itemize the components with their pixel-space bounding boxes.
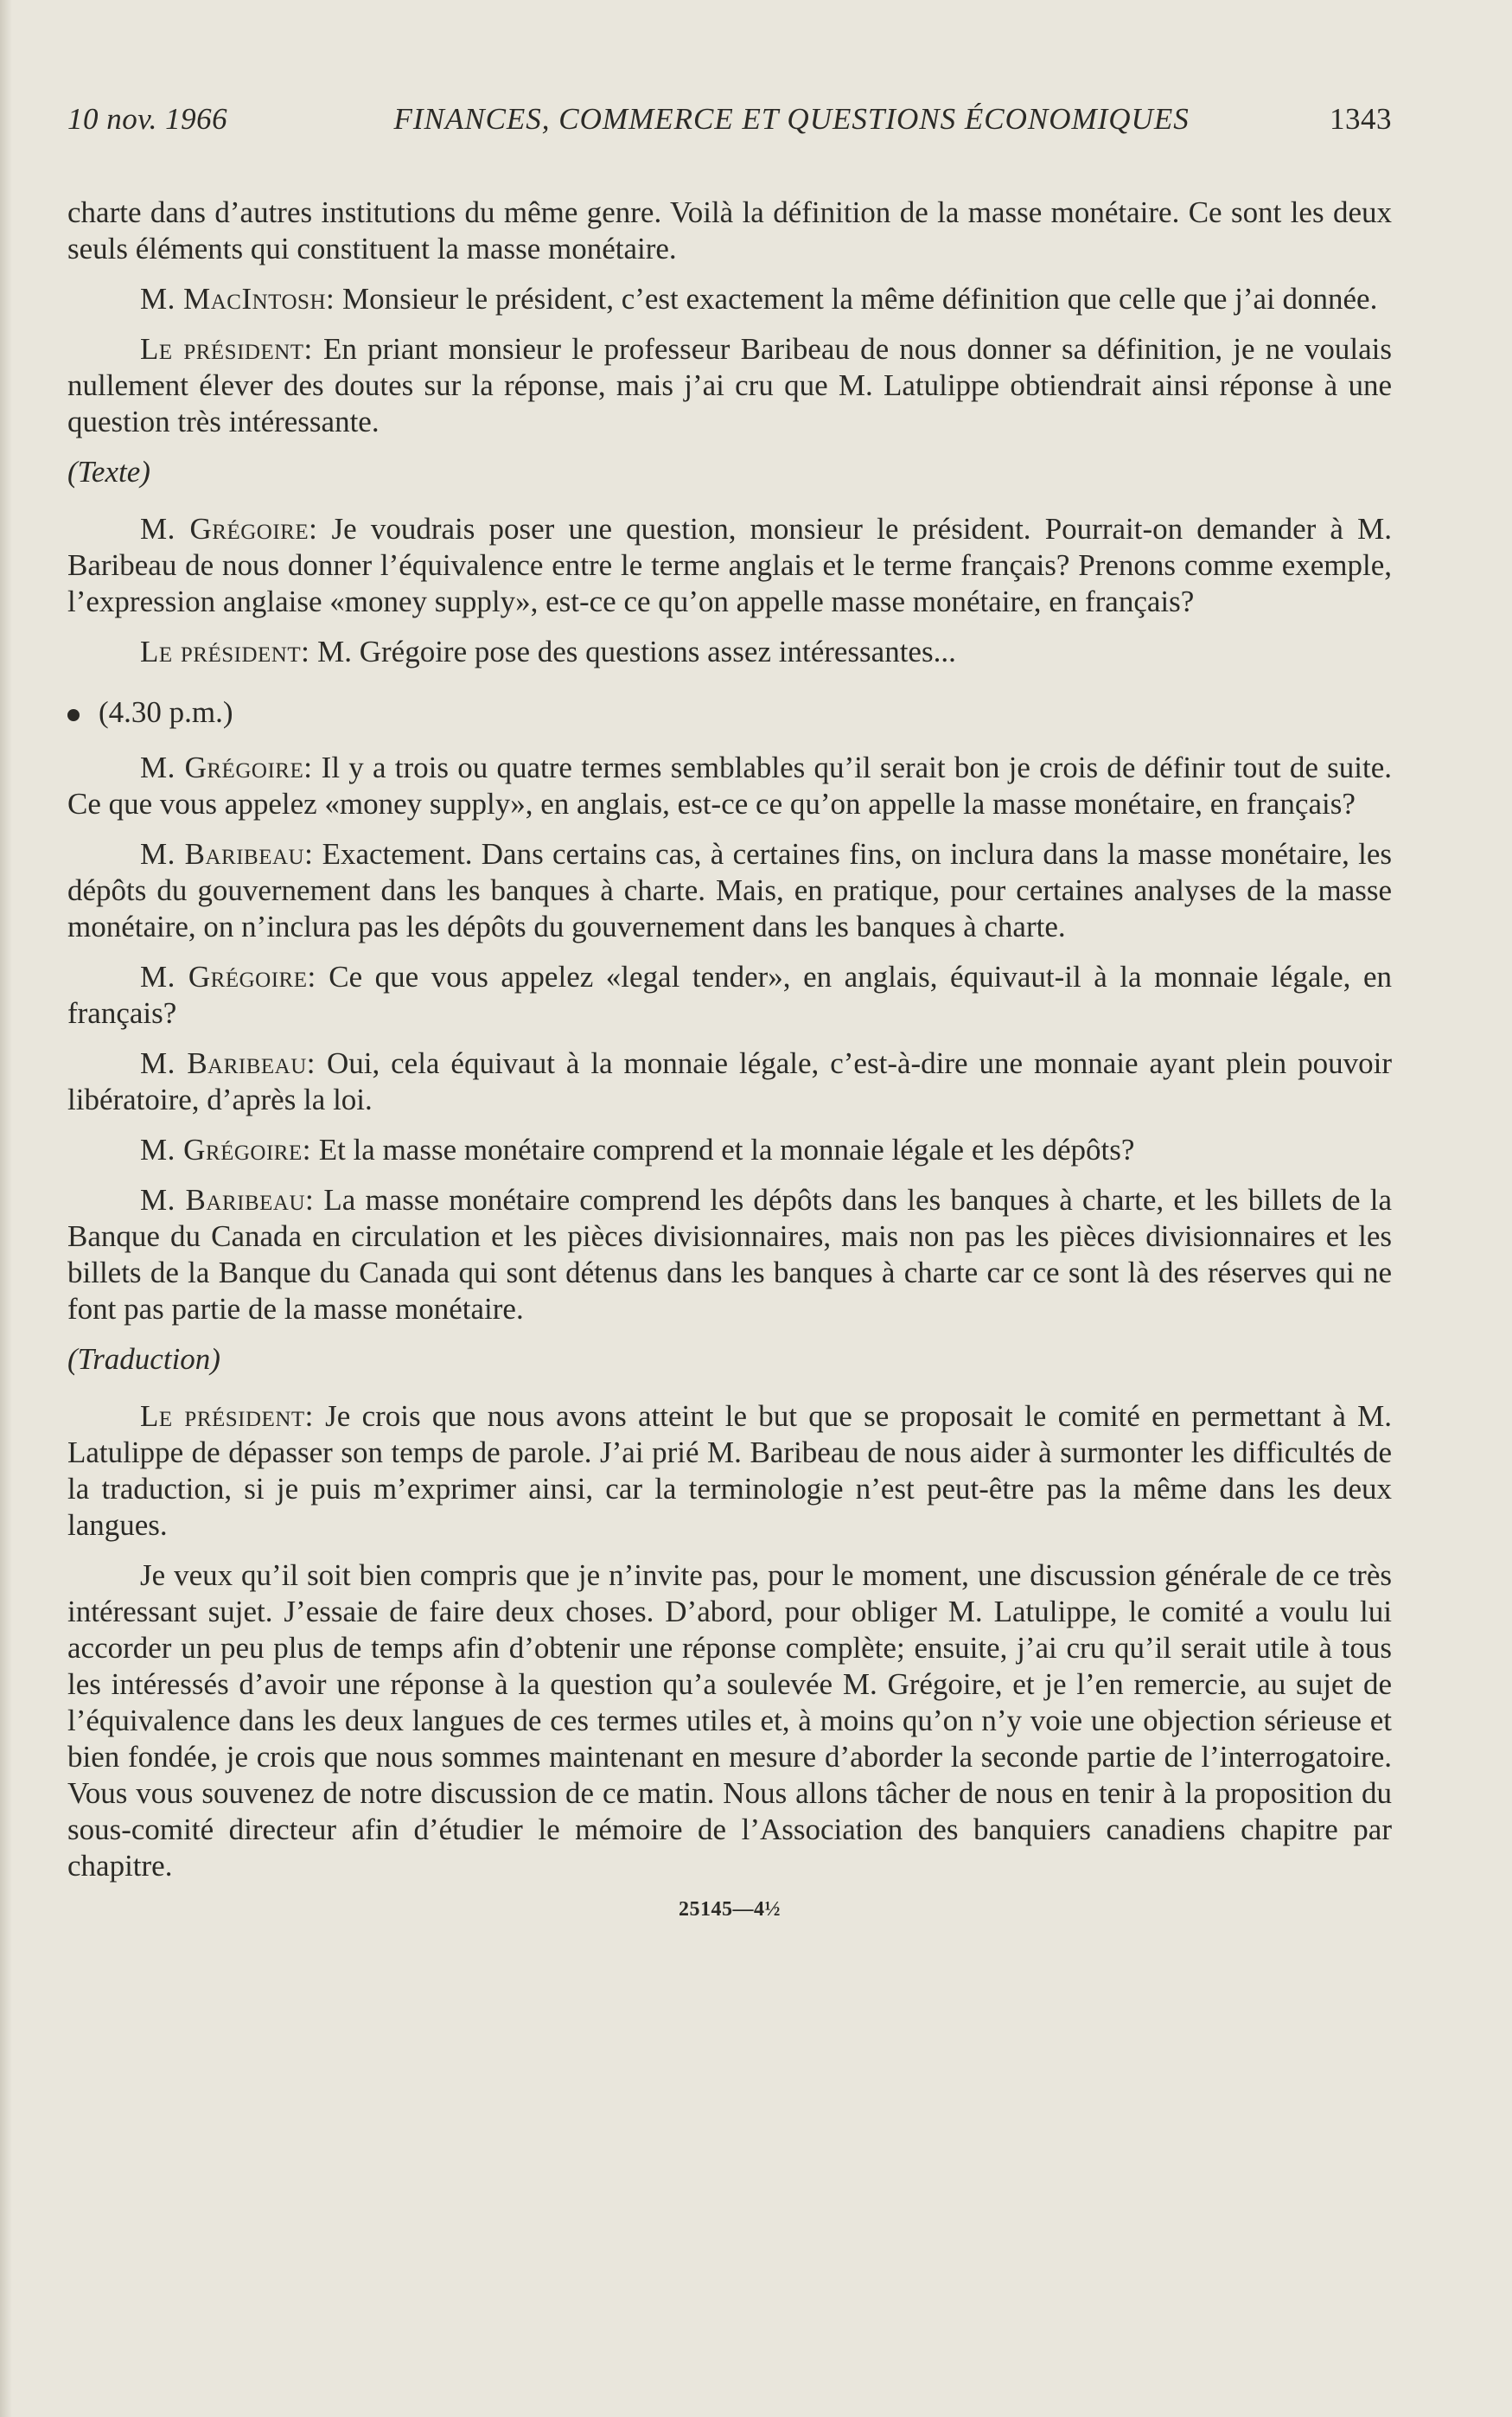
speaker-name: M. Grégoire: [140, 960, 316, 994]
paragraph-6: M. Grégoire: Il y a trois ou quatre termes semblables qu’il serait bon je crois de définir tout de suite. Ce que vous appelez «money supply», en anglais, est-ce ce qu’on appelle la masse monétaire, en français? [67, 751, 1392, 821]
paragraph-3: Le président: En priant monsieur le professeur Baribeau de nous donner sa définition, je ne voulais nullement élever des doutes sur la réponse, mais j’ai cru que M. Latulippe obtiendrait ainsi réponse à une question très intéressante. [67, 332, 1393, 438]
speaker-name: M. Baribeau: [140, 837, 314, 871]
header-title: FINANCES, COMMERCE ET QUESTIONS ÉCONOMIQUES [393, 102, 1190, 136]
speaker-name: M. Grégoire: [140, 1133, 311, 1167]
printer-signature-code: 25145—4½ [679, 1898, 781, 1921]
page-number: 1343 [1330, 102, 1392, 136]
running-head [67, 102, 1392, 147]
speaker-name: M. Baribeau: [140, 1183, 315, 1217]
paragraph-4: M. Grégoire: Je voudrais poser une question, monsieur le président. Pourrait-on demander à M. Baribeau de nous donner l’équivalence entre le terme anglais et le terme français? Prenons comme exemple, l’expression anglaise «money supply», est-ce ce qu’on appelle masse monétaire, en français? [67, 512, 1392, 618]
bullet-icon [67, 709, 80, 721]
header-date: 10 nov. 1966 [67, 102, 228, 136]
time-marker: (4.30 p.m.) [67, 694, 1392, 731]
speaker-name: M. Baribeau: [140, 1046, 316, 1080]
speaker-name: M. MacIntosh: [140, 282, 335, 316]
paragraph-12: Le président: Je crois que nous avons atteint le but que se proposait le comité en permettant à M. Latulippe de dépasser son temps de parole. J’ai prié M. Baribeau de nous aider à surmonter les difficultés de la traduction, si je puis m’exprimer ainsi, car la terminologie n’est peut-être pas la même dans les deux langues. [67, 1399, 1393, 1542]
paragraph-7: M. Baribeau: Exactement. Dans certains cas, à certaines fins, on inclura dans la masse monétaire, les dépôts du gouvernement dans les banques à charte. Mais, en pratique, pour certaines analyses de la masse monétaire, on n’inclura pas les dépôts du gouvernement dans les banques à charte. [67, 837, 1392, 943]
speaker-name: M. Grégoire: [140, 751, 313, 784]
paragraph-8: M. Grégoire: Ce que vous appelez «legal tender», en anglais, équivaut-il à la monnaie légale, en français? [67, 960, 1392, 1030]
speaker-name: Le président: [140, 635, 310, 668]
speaker-name: Le président: [140, 332, 313, 366]
document-page [67, 102, 1392, 1921]
paragraph-10: M. Grégoire: Et la masse monétaire comprend et la monnaie légale et les dépôts? [140, 1133, 1135, 1167]
transcript-body [67, 195, 1392, 1884]
page-gutter-shadow [0, 0, 12, 2417]
language-note-traduction: (Traduction) [67, 1342, 220, 1376]
speaker-name: Le président: [140, 1399, 314, 1433]
paragraph-13: Je veux qu’il soit bien compris que je n’invite pas, pour le moment, une discussion générale de ce très intéressant sujet. J’essaie de faire deux choses. D’abord, pour obliger M. Latulippe, le comité a voulu lui accorder un peu plus de temps afin d’obtenir une réponse complète; ensuite, j’ai cru qu’il serait utile à tous les intéressés d’avoir une réponse à la question qu’a soulevée M. Grégoire, et je l’en remercie, au sujet de l’équivalence dans les deux langues de ces termes utiles et, à moins qu’on n’y voie une objection sérieuse et bien fondée, je crois que nous sommes maintenant en mesure d’aborder la seconde partie de l’interrogatoire. Vous vous souvenez de notre discussion de ce matin. Nous allons tâcher de nous en tenir à la proposition du sous-comité directeur afin d’étudier le mémoire de l’Association des banquiers canadiens chapitre par chapitre. [67, 1558, 1392, 1883]
speaker-name: M. Grégoire: [140, 512, 318, 546]
paragraph-2: M. MacIntosh: Monsieur le président, c’est exactement la même définition que celle que j’ai donnée. [140, 282, 1378, 316]
paragraph-1: charte dans d’autres institutions du même genre. Voilà la définition de la masse monétaire. Ce sont les deux seuls éléments qui constituent la masse monétaire. [67, 195, 1392, 265]
language-note-texte: (Texte) [67, 455, 150, 489]
paragraph-9: M. Baribeau: Oui, cela équivaut à la monnaie légale, c’est-à-dire une monnaie ayant plein pouvoir libératoire, d’après la loi. [67, 1046, 1392, 1116]
paragraph-5: Le président: M. Grégoire pose des questions assez intéressantes... [140, 635, 956, 668]
paragraph-11: M. Baribeau: La masse monétaire comprend les dépôts dans les banques à charte, et les billets de la Banque du Canada en circulation et les pièces divisionnaires, mais non pas les pièces divisionnaires et les billets de la Banque du Canada qui sont détenus dans les banques à charte car ce sont là des réserves qui ne font pas partie de la masse monétaire. [67, 1183, 1392, 1326]
